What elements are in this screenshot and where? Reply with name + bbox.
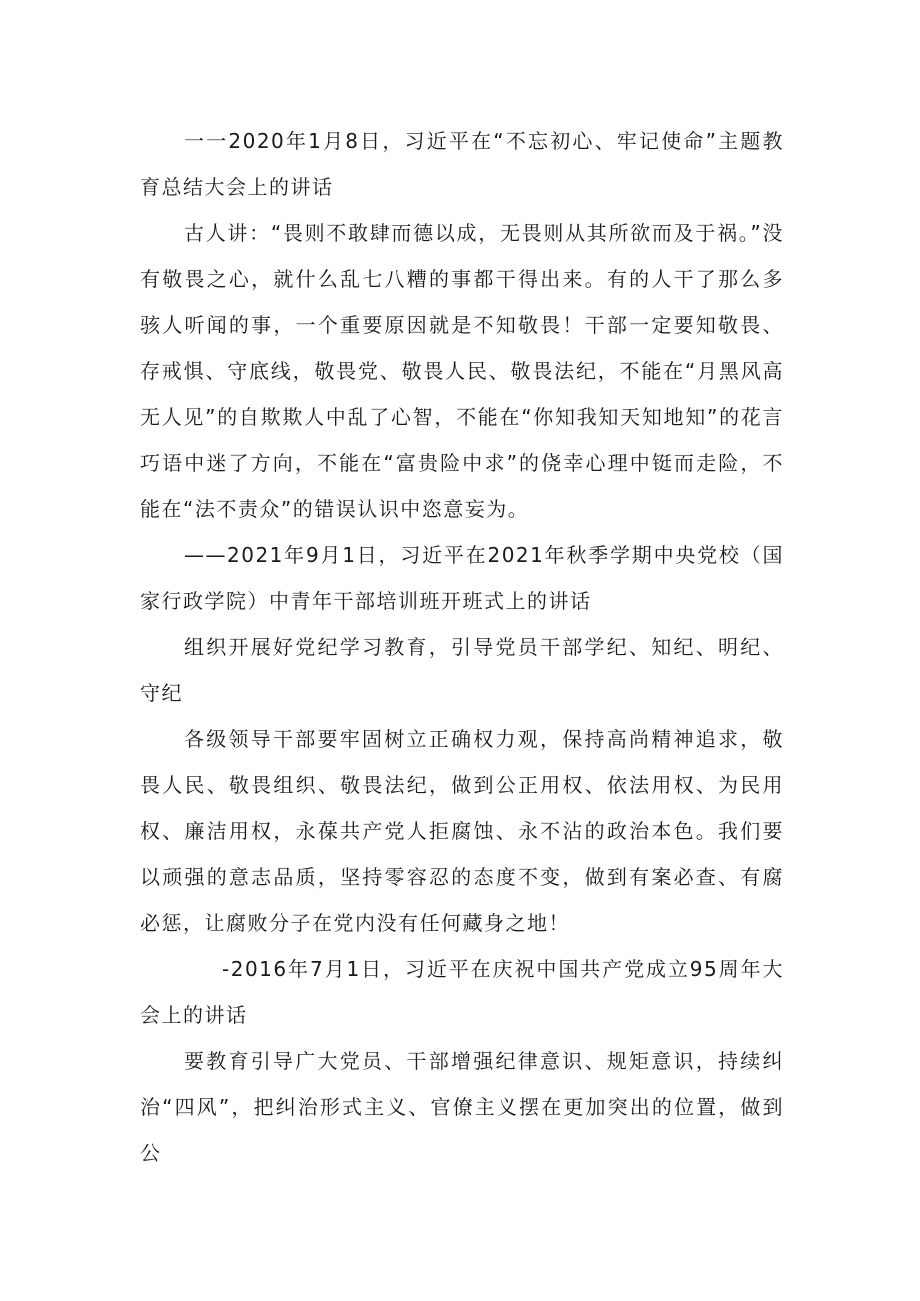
section-heading-discipline-education: 组织开展好党纪学习教育，引导党员干部学纪、知纪、明纪、守纪	[140, 635, 784, 705]
paragraph-awe-quote: 古人讲：“畏则不敢肆而德以成，无畏则从其所欲而及于祸。”没有敬畏之心，就什么乱七八糟的事都干得出来。有的人干了那么多骇人听闻的事，一个重要原因就是不知敬畏！干部一定要知敬畏、存戒惧、守底线，敬畏党、敬畏人民、敬畏法纪，不能在“月黑风高无人见”的自欺欺人中乱了心智，不能在“你知我知天知地知”的花言巧语中迷了方向，不能在“富贵险中求”的侥幸心理中铤而走险，不能在“法不责众”的错误认识中恣意妄为。	[140, 221, 784, 521]
attribution-2016: -2016年7月1日，习近平在庆祝中国共产党成立95周年大会上的讲话	[140, 957, 784, 1027]
paragraph-power-view: 各级领导干部要牢固树立正确权力观，保持高尚精神追求，敬畏人民、敬畏组织、敬畏法纪，做到公正用权、依法用权、为民用权、廉洁用权，永葆共产党人拒腐蚀、永不沾的政治本色。我们要以顽强的意志品质，坚持零容忍的态度不变，做到有案必查、有腐必惩，让腐败分子在党内没有任何藏身之地！	[140, 727, 784, 935]
attribution-2020: 一一2020年1月8日，习近平在“不忘初心、牢记使命”主题教育总结大会上的讲话	[140, 129, 784, 199]
attribution-2021: ——2021年9月1日，习近平在2021年秋季学期中央党校（国家行政学院）中青年干部培训班开班式上的讲话	[140, 543, 784, 613]
document-page	[140, 118, 784, 1176]
paragraph-four-winds: 要教育引导广大党员、干部增强纪律意识、规矩意识，持续纠治“四风”，把纠治形式主义、官僚主义摆在更加突出的位置，做到公	[140, 1049, 784, 1165]
